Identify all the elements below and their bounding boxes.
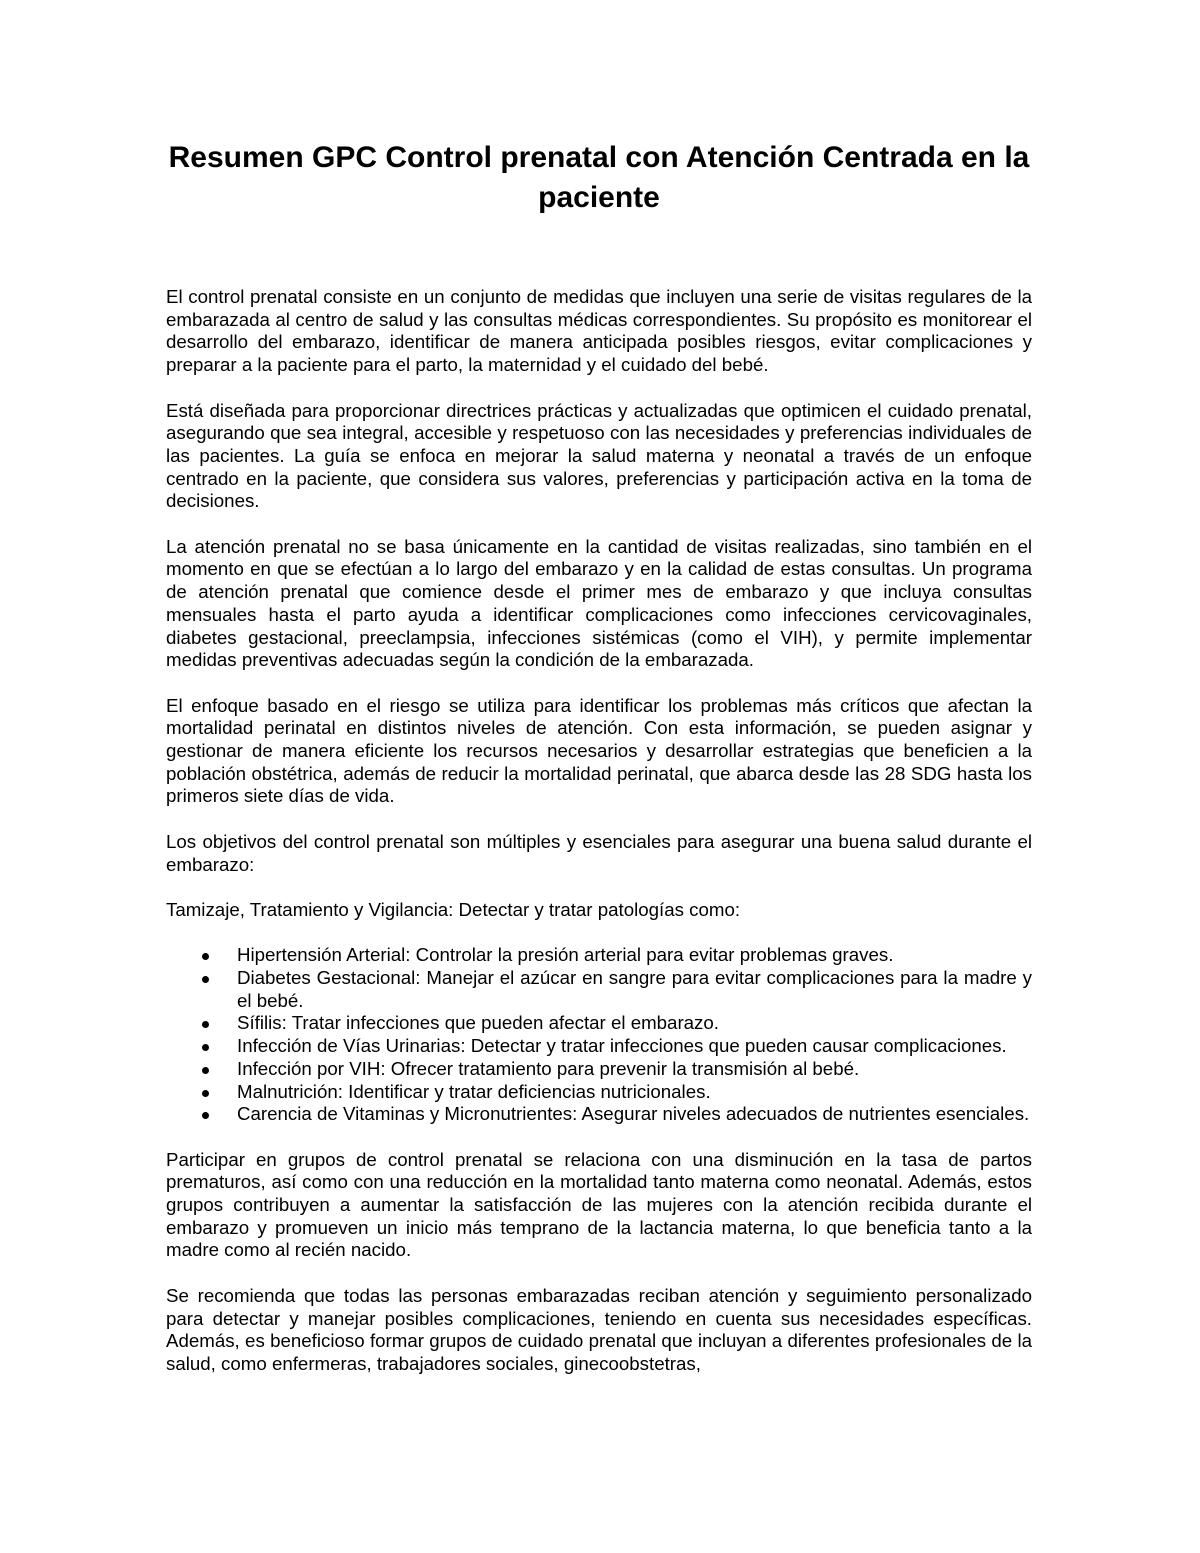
list-item-text: Infección de Vías Urinarias: Detectar y tratar infecciones que pueden causar complicaciones. (237, 1035, 1007, 1057)
list-item-text: Infección por VIH: Ofrecer tratamiento para prevenir la transmisión al bebé. (237, 1057, 860, 1079)
bullet-icon (202, 953, 209, 960)
list-item (166, 1012, 1032, 1035)
document-title: Resumen GPC Control prenatal con Atención Centrada en la paciente (168, 141, 1030, 214)
list-item (166, 944, 1032, 967)
paragraph: La atención prenatal no se basa únicamente en la cantidad de visitas realizadas, sino también en el momento en que se efectúan a lo largo del embarazo y en la calidad de estas consultas. Un programa de atención prenatal que comience desde el primer mes de embarazo y que incluya consultas mensuales hasta el parto ayuda a identificar complicaciones como infecciones cervicovaginales, diabetes gestacional, preeclampsia, infecciones sistémicas (como el VIH), y permite implementar medidas preventivas adecuadas según la condición de la embarazada. (166, 535, 1032, 671)
paragraph: Se recomienda que todas las personas embarazadas reciban atención y seguimiento personalizado para detectar y manejar posibles complicaciones, teniendo en cuenta sus necesidades específicas. Además, es beneficioso formar grupos de cuidado prenatal que incluyan a diferentes profesionales de la salud, como enfermeras, trabajadores sociales, ginecoobstetras, (166, 1284, 1032, 1374)
list-item-text: Carencia de Vitaminas y Micronutrientes: Asegurar niveles adecuados de nutrientes esenciales. (237, 1103, 1030, 1125)
pathology-list (166, 944, 1032, 1126)
paragraph: Participar en grupos de control prenatal se relaciona con una disminución en la tasa de partos prematuros, así como con una reducción en la mortalidad tanto materna como neonatal. Además, estos grupos contribuyen a aumentar la satisfacción de las mujeres con la atención recibida durante el embarazo y promueven un inicio más temprano de la lactancia materna, lo que beneficia tanto a la madre como al recién nacido. (166, 1148, 1032, 1261)
document-page (166, 138, 1032, 1398)
list-item (166, 1035, 1032, 1058)
list-item (166, 1103, 1032, 1126)
bullet-icon (202, 1067, 209, 1074)
list-item-text: Diabetes Gestacional: Manejar el azúcar en sangre para evitar complicaciones para la madre y el bebé. (237, 967, 1032, 1011)
list-item-text: Hipertensión Arterial: Controlar la presión arterial para evitar problemas graves. (237, 944, 894, 966)
paragraph: El enfoque basado en el riesgo se utiliza para identificar los problemas más críticos que afectan la mortalidad perinatal en distintos niveles de atención. Con esta información, se pueden asignar y gestionar de manera eficiente los recursos necesarios y desarrollar estrategias que beneficien a la población obstétrica, además de reducir la mortalidad perinatal, que abarca desde las 28 SDG hasta los primeros siete días de vida. (166, 694, 1032, 807)
list-item (166, 967, 1032, 1012)
list-item (166, 1081, 1032, 1104)
list-item-text: Malnutrición: Identificar y tratar deficiencias nutricionales. (237, 1080, 711, 1102)
bullet-icon (202, 976, 209, 983)
paragraph: Los objetivos del control prenatal son múltiples y esenciales para asegurar una buena salud durante el embarazo: (166, 830, 1032, 875)
bullet-icon (202, 1090, 209, 1097)
list-item-text: Sífilis: Tratar infecciones que pueden afectar el embarazo. (237, 1012, 719, 1034)
paragraph: Está diseñada para proporcionar directrices prácticas y actualizadas que optimicen el cuidado prenatal, asegurando que sea integral, accesible y respetuoso con las necesidades y preferencias individuales de las pacientes. La guía se enfoca en mejorar la salud materna y neonatal a través de un enfoque centrado en la paciente, que considera sus valores, preferencias y participación activa en la toma de decisiones. (166, 399, 1032, 512)
bullet-icon (202, 1112, 209, 1119)
list-item (166, 1058, 1032, 1081)
bullet-icon (202, 1044, 209, 1051)
paragraph: Tamizaje, Tratamiento y Vigilancia: Detectar y tratar patologías como: (166, 898, 741, 920)
paragraph: El control prenatal consiste en un conjunto de medidas que incluyen una serie de visitas regulares de la embarazada al centro de salud y las consultas médicas correspondientes. Su propósito es monitorear el desarrollo del embarazo, identificar de manera anticipada posibles riesgos, evitar complicaciones y preparar a la paciente para el parto, la maternidad y el cuidado del bebé. (166, 286, 1032, 376)
bullet-icon (202, 1021, 209, 1028)
